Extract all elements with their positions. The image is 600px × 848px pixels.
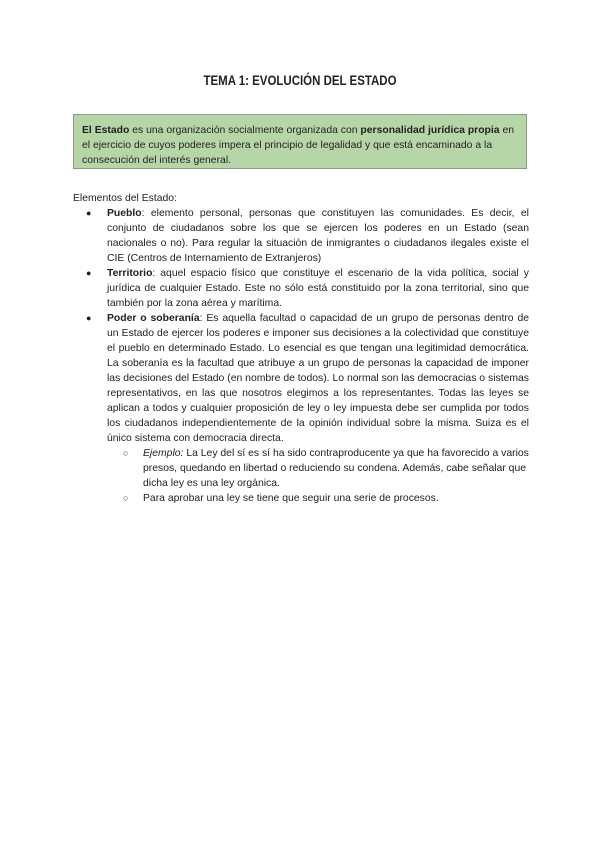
sub-item-text: La Ley del sí es sí ha sido contraproducente ya que ha favorecido a varios presos, quedando en libertad o reduciendo su condena. Además, cabe señalar que dicha ley es una ley orgánica. [143, 448, 529, 489]
element-text: : aquel espacio físico que constituye el escenario de la vida política, social y jurídica de cualquier Estado. Este no sólo está constituido por la zona territorial, sino que también por la zona aérea y marítima. [107, 268, 529, 309]
definition-box [73, 114, 527, 169]
hollow-bullet-icon: ○ [123, 448, 129, 458]
element-term: Poder o soberanía [107, 313, 200, 324]
bullet-icon: ● [86, 208, 92, 218]
list-item-territorio [86, 266, 529, 311]
element-term: Territorio [107, 268, 153, 279]
elements-list [73, 206, 529, 506]
sub-list [107, 446, 529, 506]
definition-text: es una organización socialmente organizada con [129, 125, 361, 136]
sub-item-text: Para aprobar una ley se tiene que seguir una serie de procesos. [143, 493, 439, 504]
bullet-icon: ● [86, 313, 92, 323]
definition-text-continued: en el ejercicio de cuyos poderes impera el principio de legalidad y que está encaminado a la consecución del interés general. [82, 125, 515, 166]
elements-intro: Elementos del Estado: [73, 193, 177, 204]
element-text: : Es aquella facultad o capacidad de un grupo de personas dentro de un Estado de ejercer los poderes e imponer sus decisiones a la colectividad que constituye el pueblo en determinado Estado. Lo esencial es que tengan una legitimidad democrática. La soberanía es la facultad que atribuye a un grupo de personas la capacidad de imponer las decisiones del Estado (en nombre de todos). Lo normal son las democracias o sistemas representativos, en las que nosotros elegimos a los representantes. Todas las leyes se aplican a todos y cualquier proposición de ley o ley impuesta debe ser cumplida por todos los ciudadanos independientemente de la opinión individual sobre la misma. Suiza es el único sistema con democracia directa. [107, 313, 529, 444]
sub-list-item-ejemplo [123, 446, 529, 491]
hollow-bullet-icon: ○ [123, 493, 129, 503]
example-label: Ejemplo: [143, 448, 184, 459]
element-text: : elemento personal, personas que constituyen las comunidades. Es decir, el conjunto de ciudadanos sobre los que se ejercen los poderes en un Estado (sean nacionales o no). Para regular la situación de inmigrantes o ciudadanos ilegales existe el CIE (Centros de Internamiento de Extranjeros) [107, 208, 529, 264]
list-item-poder [86, 311, 529, 506]
bullet-icon: ● [86, 268, 92, 278]
sub-list-item-procesos [123, 491, 529, 506]
page-title: TEMA 1: EVOLUCIÓN DEL ESTADO [203, 72, 397, 88]
definition-highlight: personalidad jurídica propia [360, 125, 500, 136]
definition-term: El Estado [82, 125, 130, 136]
list-item-pueblo [86, 206, 529, 266]
content-body [73, 191, 529, 506]
element-term: Pueblo [107, 208, 142, 219]
